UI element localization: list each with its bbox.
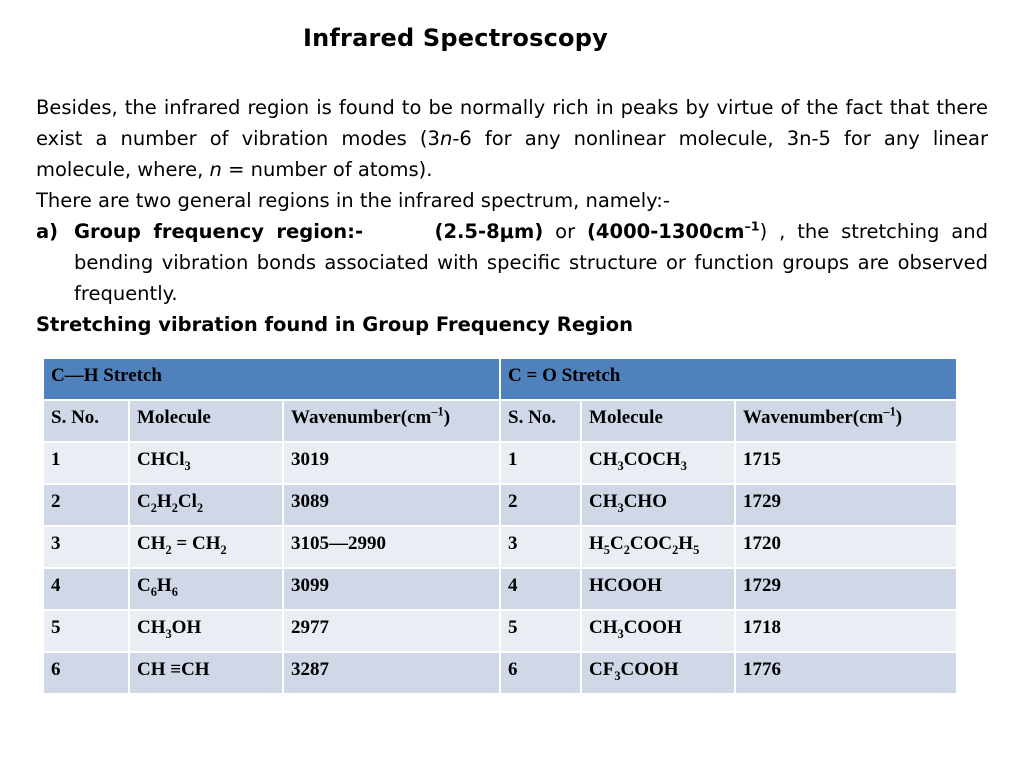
ch-molecule-cell: $CH_2 = CH_2$	[129, 526, 283, 568]
co-molecule-cell: $CF_3COOH$	[581, 652, 735, 694]
group-header-row	[43, 358, 957, 400]
col-sno: S. No.	[500, 400, 581, 442]
ch-sno-cell: 3	[43, 526, 129, 568]
ch-sno-cell: 6	[43, 652, 129, 694]
ch-wavenumber-cell: 3089	[283, 484, 500, 526]
table-row	[43, 610, 957, 652]
list-marker: a)	[36, 220, 59, 243]
co-molecule-cell: $CH_3CHO$	[581, 484, 735, 526]
co-molecule-cell: HCOOH	[581, 568, 735, 610]
ch-sno-cell: 5	[43, 610, 129, 652]
co-wavenumber-cell: 1718	[735, 610, 957, 652]
ch-sno-cell: 4	[43, 568, 129, 610]
ch-molecule-cell: $C_2H_2Cl_2$	[129, 484, 283, 526]
co-wavenumber-cell: 1729	[735, 568, 957, 610]
list-item-a	[36, 216, 988, 309]
ch-molecule-cell: $CH_3OH$	[129, 610, 283, 652]
co-sno-cell: 2	[500, 484, 581, 526]
intro-text-1: Besides, the infrared region is found to be normally rich in peaks by virtue of the fact that there exist a number of vibration modes (3	[36, 96, 988, 150]
ch-sno-cell: 1	[43, 442, 129, 484]
co-molecule-cell: $H_5C_2COC_2H_5$	[581, 526, 735, 568]
co-wavenumber-cell: 1715	[735, 442, 957, 484]
ch-sno-cell: 2	[43, 484, 129, 526]
ch-wavenumber-cell: 3019	[283, 442, 500, 484]
ch-stretch-header: C—H Stretch	[43, 358, 500, 400]
col-wavenumber: $Wavenumber(cm^{-1})$	[283, 400, 500, 442]
co-sno-cell: 4	[500, 568, 581, 610]
regions-paragraph: There are two general regions in the infrared spectrum, namely:-	[36, 189, 670, 212]
ch-wavenumber-cell: 2977	[283, 610, 500, 652]
table-row	[43, 526, 957, 568]
stretch-table	[42, 357, 958, 695]
subheading: Stretching vibration found in Group Frequency Region	[36, 313, 633, 336]
ch-molecule-cell: $C_6H_6$	[129, 568, 283, 610]
co-wavenumber-cell: 1729	[735, 484, 957, 526]
intro-text-2: -6 for any nonlinear molecule, 3n-5 for any linear molecule, where,	[36, 127, 989, 181]
co-wavenumber-cell: 1720	[735, 526, 957, 568]
ch-molecule-cell: CHCl$_3$	[129, 442, 283, 484]
table-row	[43, 568, 957, 610]
col-molecule: Molecule	[581, 400, 735, 442]
range-micrometer: (2.5-8μm)	[434, 220, 544, 243]
co-sno-cell: 3	[500, 526, 581, 568]
column-header-row	[43, 400, 957, 442]
slide-title: Infrared Spectroscopy	[303, 24, 608, 52]
region-description: , the stretching and bending vibration bonds associated with specific structure or function groups are observed frequently.	[74, 220, 988, 305]
range-close: )	[759, 220, 768, 243]
co-stretch-header: C = O Stretch	[500, 358, 957, 400]
co-sno-cell: 1	[500, 442, 581, 484]
co-molecule-cell: $CH_3COCH_3$	[581, 442, 735, 484]
body-text	[36, 92, 988, 340]
range-wavenumber: ($4000-1300cm^{-1}$	[587, 218, 760, 243]
co-sno-cell: 6	[500, 652, 581, 694]
intro-var-n: n	[439, 127, 453, 150]
co-molecule-cell: $CH_3COOH$	[581, 610, 735, 652]
intro-paragraph	[36, 92, 988, 185]
co-wavenumber-cell: 1776	[735, 652, 957, 694]
ch-molecule-cell: CH ≡CH	[129, 652, 283, 694]
co-sno-cell: 5	[500, 610, 581, 652]
table-row	[43, 652, 957, 694]
intro-text-3: = number of atoms).	[221, 158, 433, 181]
ch-wavenumber-cell: 3105—2990	[283, 526, 500, 568]
col-wavenumber: $Wavenumber(cm^{-1})$	[735, 400, 957, 442]
col-sno: S. No.	[43, 400, 129, 442]
table-row	[43, 484, 957, 526]
list-content	[74, 216, 988, 309]
ch-wavenumber-cell: 3287	[283, 652, 500, 694]
col-molecule: Molecule	[129, 400, 283, 442]
intro-var-n-2: n	[209, 158, 222, 181]
region-label: Group frequency region:-	[74, 220, 364, 243]
ch-wavenumber-cell: 3099	[283, 568, 500, 610]
table-row	[43, 442, 957, 484]
range-or: or	[543, 220, 588, 243]
